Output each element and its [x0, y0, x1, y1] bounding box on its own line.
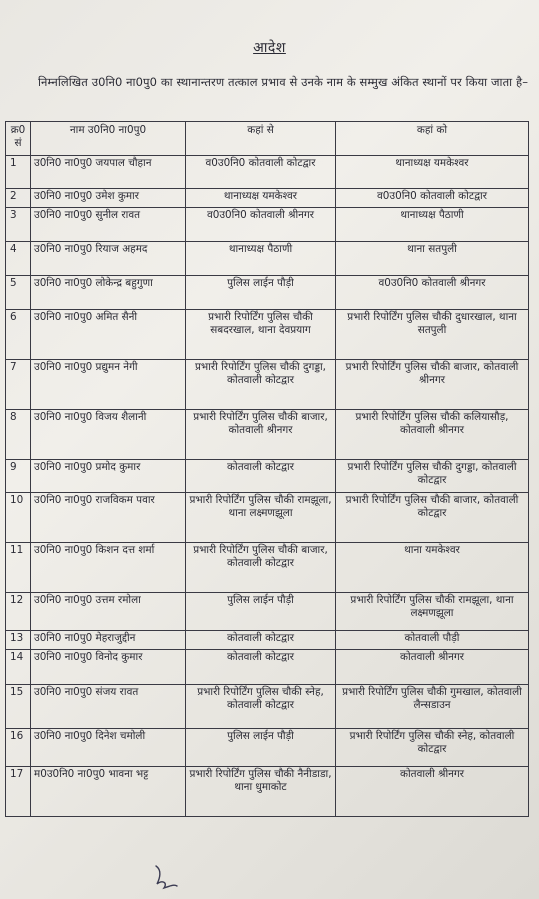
- cell-from: प्रभारी रिपोर्टिंग पुलिस चौकी स्नेह, कोतवाली कोटद्वार: [186, 685, 336, 729]
- cell-from: प्रभारी रिपोर्टिंग पुलिस चौकी बाजार, कोतवाली कोटद्वार: [186, 543, 336, 593]
- cell-to: प्रभारी रिपोर्टिंग पुलिस चौकी बाजार, कोतवाली कोटद्वार: [336, 493, 529, 543]
- header-serial: क्र0 सं: [6, 122, 31, 156]
- cell-to: प्रभारी रिपोर्टिंग पुलिस चौकी स्नेह, कोतवाली कोटद्वार: [336, 729, 529, 767]
- cell-serial: 1: [6, 156, 31, 189]
- cell-to: प्रभारी रिपोर्टिंग पुलिस चौकी दुधारखाल, थाना सतपुली: [336, 310, 529, 360]
- cell-serial: 12: [6, 593, 31, 631]
- cell-to: थानाध्यक्ष यमकेश्वर: [336, 156, 529, 189]
- cell-name: उ0नि0 ना0पु0 विनोद कुमार: [31, 650, 186, 685]
- table-header-row: [6, 122, 529, 156]
- cell-to: व0उ0नि0 कोतवाली श्रीनगर: [336, 276, 529, 310]
- cell-from: कोतवाली कोटद्वार: [186, 650, 336, 685]
- cell-from: पुलिस लाईन पौड़ी: [186, 276, 336, 310]
- cell-to: प्रभारी रिपोर्टिंग पुलिस चौकी रामझूला, थाना लक्ष्मणझूला: [336, 593, 529, 631]
- header-from: कहां से: [186, 122, 336, 156]
- cell-to: प्रभारी रिपोर्टिंग पुलिस चौकी गुमखाल, कोतवाली लैन्सडाउन: [336, 685, 529, 729]
- cell-name: उ0नि0 ना0पु0 विजय शैलानी: [31, 410, 186, 460]
- table-row: [6, 189, 529, 208]
- table-row: [6, 156, 529, 189]
- header-to: कहां को: [336, 122, 529, 156]
- cell-serial: 14: [6, 650, 31, 685]
- cell-serial: 15: [6, 685, 31, 729]
- cell-name: उ0नि0 ना0पु0 रियाज अहमद: [31, 242, 186, 276]
- cell-name: म0उ0नि0 ना0पु0 भावना भट्ट: [31, 767, 186, 817]
- cell-name: उ0नि0 ना0पु0 अमित सैनी: [31, 310, 186, 360]
- cell-to: व0उ0नि0 कोतवाली कोटद्वार: [336, 189, 529, 208]
- cell-to: थानाध्यक्ष पैठाणी: [336, 208, 529, 242]
- table-row: [6, 276, 529, 310]
- cell-serial: 6: [6, 310, 31, 360]
- transfer-table: [5, 121, 529, 817]
- cell-name: उ0नि0 ना0पु0 सुनील रावत: [31, 208, 186, 242]
- table-row: [6, 493, 529, 543]
- cell-from: प्रभारी रिपोर्टिंग पुलिस चौकी रामझूला, थाना लक्ष्मणझूला: [186, 493, 336, 543]
- cell-from: पुलिस लाईन पौड़ी: [186, 729, 336, 767]
- cell-from: व0उ0नि0 कोतवाली श्रीनगर: [186, 208, 336, 242]
- cell-serial: 8: [6, 410, 31, 460]
- table-row: [6, 729, 529, 767]
- cell-to: कोतवाली श्रीनगर: [336, 767, 529, 817]
- cell-serial: 17: [6, 767, 31, 817]
- table-row: [6, 460, 529, 493]
- table-row: [6, 208, 529, 242]
- table-body: [6, 156, 529, 817]
- cell-name: उ0नि0 ना0पु0 प्रद्युमन नेगी: [31, 360, 186, 410]
- cell-name: उ0नि0 ना0पु0 मेहराजुद्दीन: [31, 631, 186, 650]
- cell-to: प्रभारी रिपोर्टिंग पुलिस चौकी दुगड्डा, कोतवाली कोटद्वार: [336, 460, 529, 493]
- document-intro: निम्नलिखित उ0नि0 ना0पु0 का स्थानान्तरण तत्काल प्रभाव से उनके नाम के सम्मुख अंकित स्थानों पर किया जाता है–: [38, 75, 529, 89]
- cell-serial: 10: [6, 493, 31, 543]
- cell-to: प्रभारी रिपोर्टिंग पुलिस चौकी कलियासौड़, कोतवाली श्रीनगर: [336, 410, 529, 460]
- table-row: [6, 310, 529, 360]
- table-row: [6, 543, 529, 593]
- cell-to: थाना यमकेश्वर: [336, 543, 529, 593]
- cell-name: उ0नि0 ना0पु0 प्रमोद कुमार: [31, 460, 186, 493]
- cell-serial: 5: [6, 276, 31, 310]
- cell-to: कोतवाली श्रीनगर: [336, 650, 529, 685]
- cell-name: उ0नि0 ना0पु0 उमेश कुमार: [31, 189, 186, 208]
- cell-from: कोतवाली कोटद्वार: [186, 631, 336, 650]
- header-name: नाम उ0नि0 ना0पु0: [31, 122, 186, 156]
- table-row: [6, 767, 529, 817]
- cell-name: उ0नि0 ना0पु0 संजय रावत: [31, 685, 186, 729]
- cell-serial: 7: [6, 360, 31, 410]
- cell-from: पुलिस लाईन पौड़ी: [186, 593, 336, 631]
- table-row: [6, 631, 529, 650]
- table-row: [6, 360, 529, 410]
- cell-name: उ0नि0 ना0पु0 दिनेश चमोली: [31, 729, 186, 767]
- cell-from: प्रभारी रिपोर्टिंग पुलिस चौकी बाजार, कोतवाली श्रीनगर: [186, 410, 336, 460]
- cell-from: प्रभारी रिपोर्टिंग पुलिस चौकी दुगड्डा, कोतवाली कोटद्वार: [186, 360, 336, 410]
- cell-from: थानाध्यक्ष पैठाणी: [186, 242, 336, 276]
- table-row: [6, 242, 529, 276]
- cell-from: कोतवाली कोटद्वार: [186, 460, 336, 493]
- cell-name: उ0नि0 ना0पु0 जयपाल चौहान: [31, 156, 186, 189]
- table-row: [6, 593, 529, 631]
- table-row: [6, 685, 529, 729]
- cell-from: प्रभारी रिपोर्टिंग पुलिस चौकी नैनीडाडा, थाना धुमाकोट: [186, 767, 336, 817]
- cell-serial: 2: [6, 189, 31, 208]
- cell-to: प्रभारी रिपोर्टिंग पुलिस चौकी बाजार, कोतवाली श्रीनगर: [336, 360, 529, 410]
- cell-name: उ0नि0 ना0पु0 किशन दत्त शर्मा: [31, 543, 186, 593]
- document-heading: आदेश: [253, 40, 286, 56]
- signature-mark-icon: [150, 862, 180, 892]
- cell-serial: 16: [6, 729, 31, 767]
- cell-from: थानाध्यक्ष यमकेश्वर: [186, 189, 336, 208]
- cell-serial: 3: [6, 208, 31, 242]
- cell-name: उ0नि0 ना0पु0 राजविकम पवार: [31, 493, 186, 543]
- cell-from: प्रभारी रिपोर्टिंग पुलिस चौकी सबदरखाल, थाना देवप्रयाग: [186, 310, 336, 360]
- cell-to: कोतवाली पौड़ी: [336, 631, 529, 650]
- cell-name: उ0नि0 ना0पु0 उत्तम रमोला: [31, 593, 186, 631]
- cell-serial: 9: [6, 460, 31, 493]
- cell-serial: 11: [6, 543, 31, 593]
- cell-from: व0उ0नि0 कोतवाली कोटद्वार: [186, 156, 336, 189]
- cell-to: थाना सतपुली: [336, 242, 529, 276]
- cell-serial: 13: [6, 631, 31, 650]
- cell-serial: 4: [6, 242, 31, 276]
- table-row: [6, 650, 529, 685]
- table-row: [6, 410, 529, 460]
- cell-name: उ0नि0 ना0पु0 लोकेन्द्र बहुगुणा: [31, 276, 186, 310]
